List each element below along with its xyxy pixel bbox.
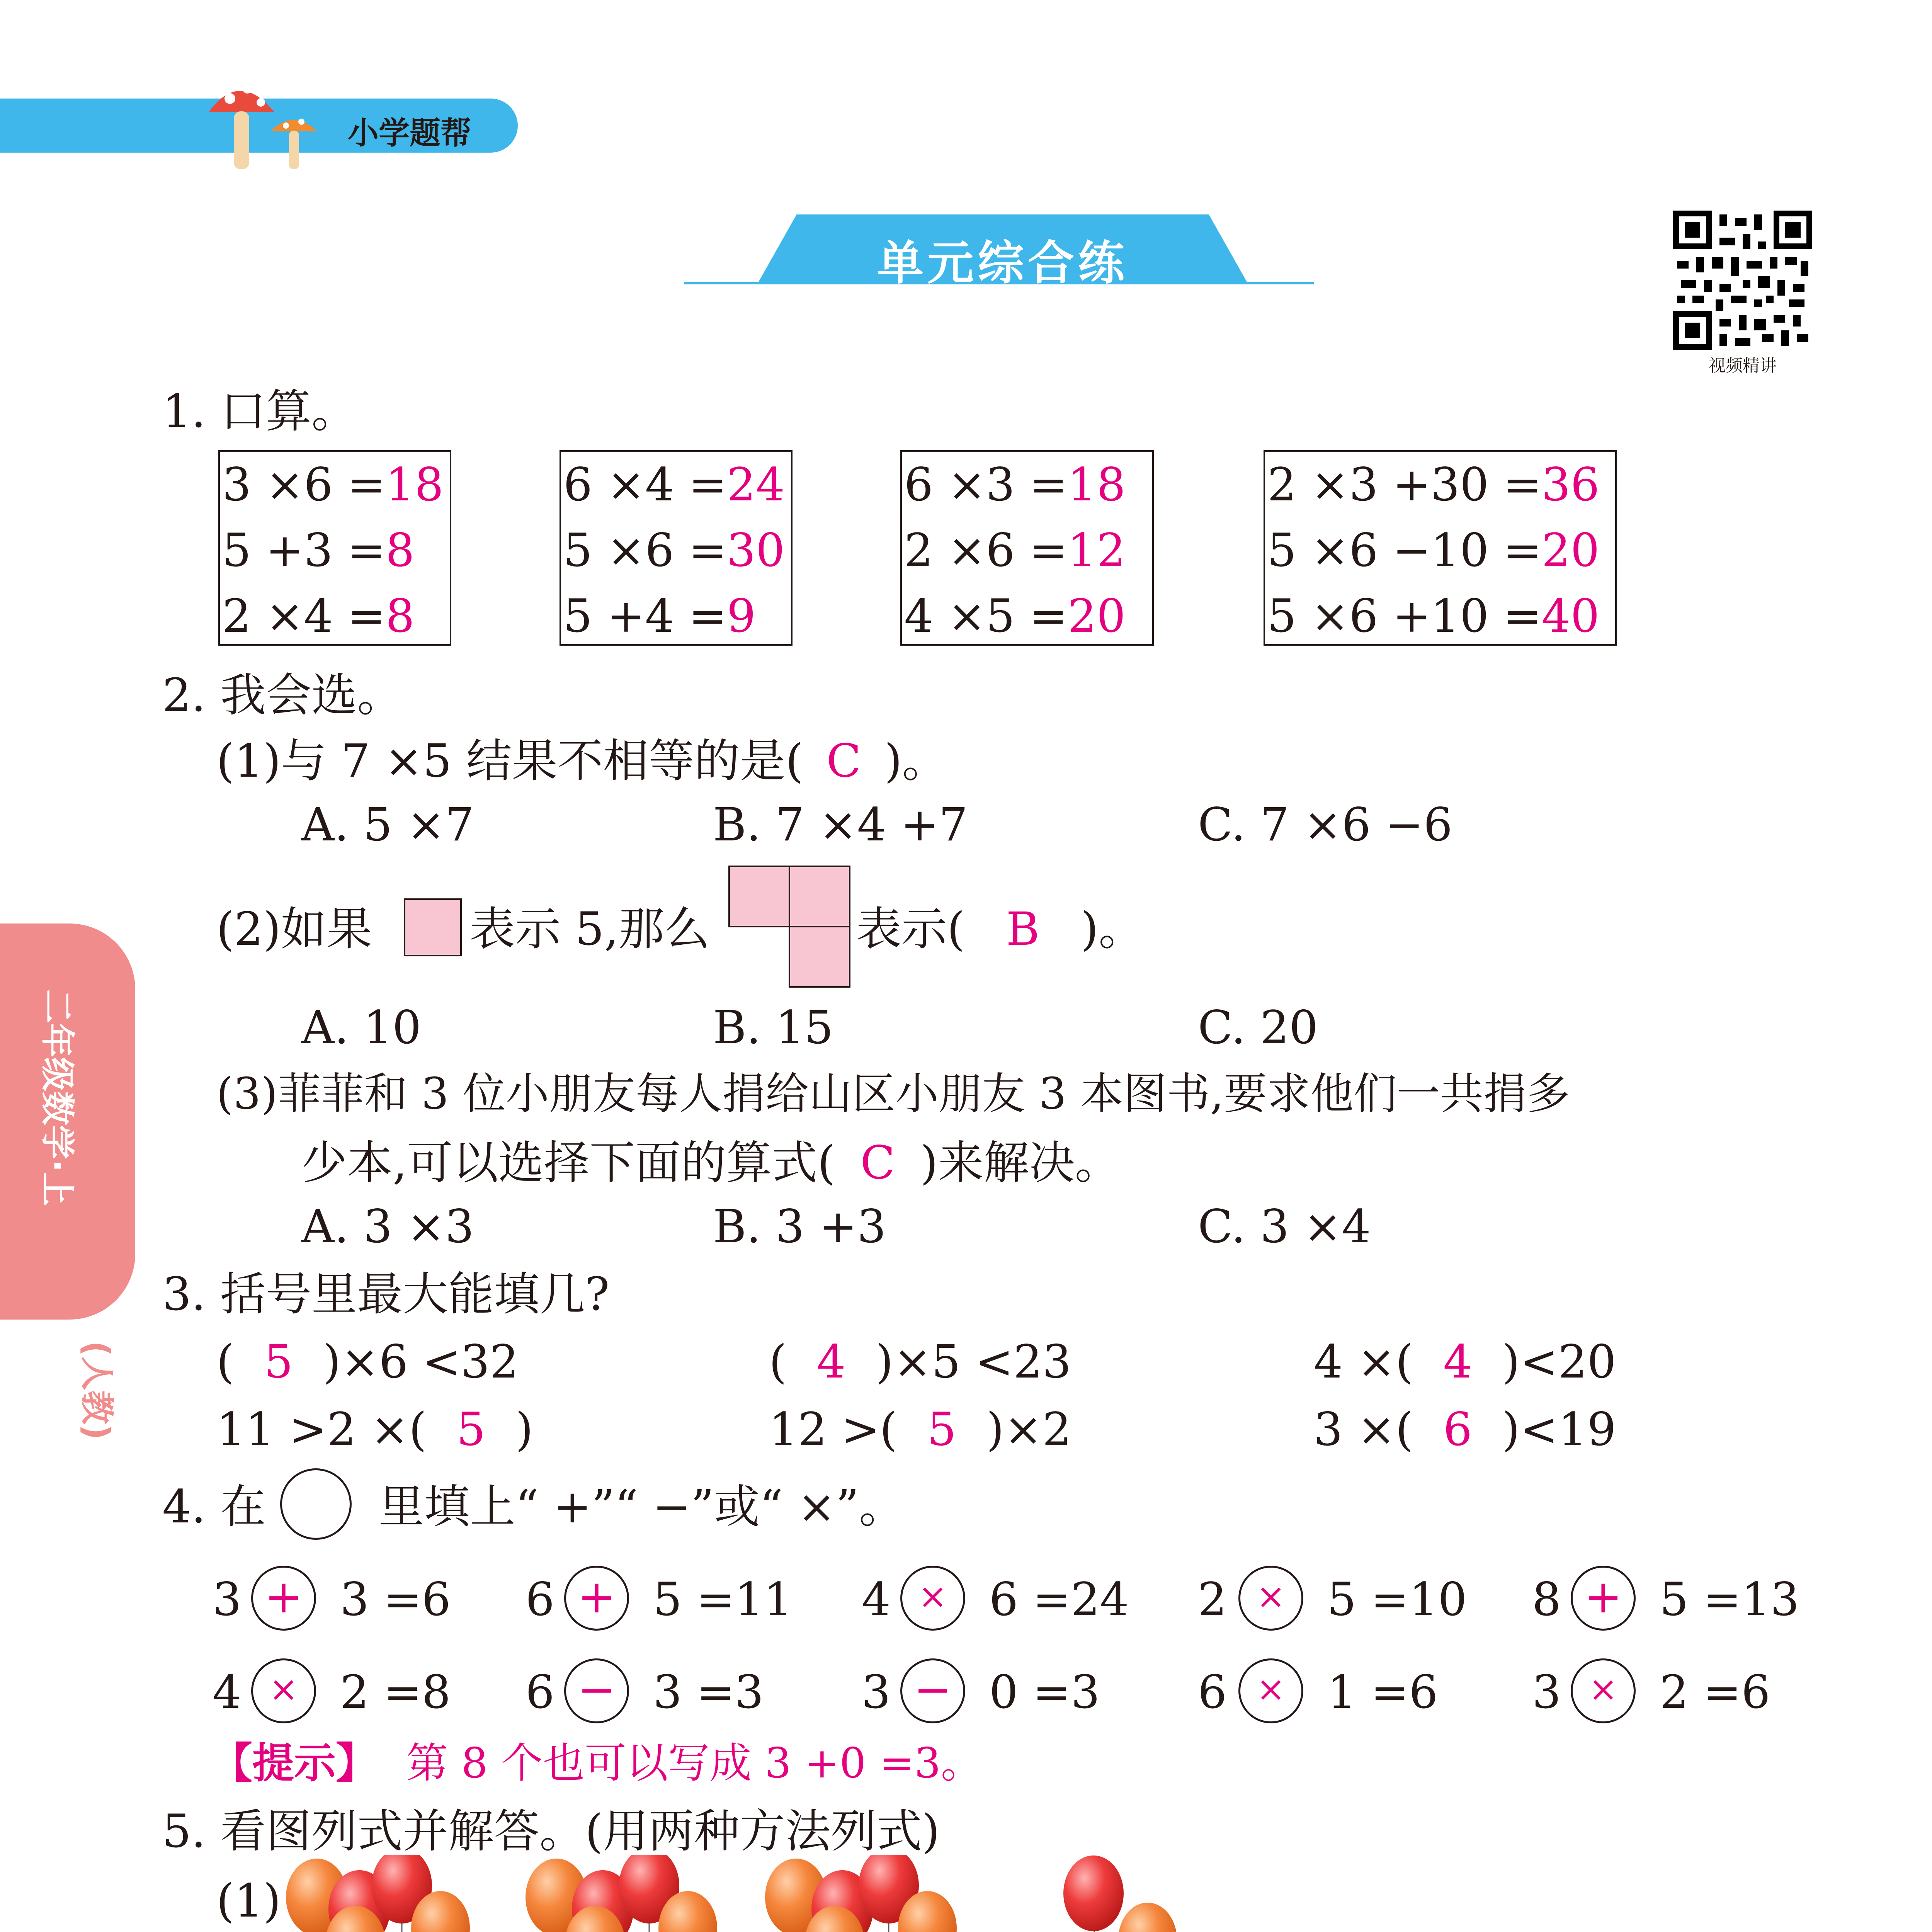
q2-p3-option: C. 3 ×4 — [1198, 1200, 1371, 1253]
q3-heading: 3. 括号里最大能填几? — [162, 1267, 610, 1321]
q1-line: 3 ×6 =18 — [222, 458, 444, 511]
q4-heading-pre: 4. 在 — [162, 1480, 266, 1533]
q1-line: 5 ×6 +10 =40 — [1267, 589, 1600, 643]
q4-num: 4 — [862, 1573, 891, 1626]
balloons-illustration — [286, 1855, 1182, 1932]
q1-line: 2 ×6 =12 — [904, 524, 1126, 577]
q4-rest: 5 =11 — [653, 1573, 793, 1626]
q2-p1-option: A. 5 ×7 — [301, 798, 474, 851]
q1-line: 5 +4 =9 — [563, 589, 756, 643]
q4-num: 3 — [1532, 1665, 1561, 1719]
page-title: 单元综合练 — [877, 236, 1128, 290]
empty-circle-icon — [280, 1468, 352, 1540]
q1-line: 6 ×4 =24 — [563, 458, 785, 511]
q4-rest: 6 =24 — [989, 1573, 1129, 1626]
q4-num: 6 — [1198, 1665, 1227, 1719]
mushroom-logo-icon — [193, 66, 340, 182]
q4-num: 3 — [213, 1573, 242, 1626]
side-tab-grade: 二年级数学·上 — [37, 989, 77, 1206]
q4-num: 3 — [862, 1665, 891, 1719]
op-circle: × — [1571, 1658, 1636, 1723]
q3-item: ( 4 )×5 <23 — [769, 1335, 1071, 1388]
q1-line: 6 ×3 =18 — [904, 458, 1126, 511]
op-circle: − — [900, 1658, 965, 1723]
q2-p3-line1: (3)菲菲和 3 位小朋友每人捐给山区小朋友 3 本图书,要求他们一共捐多 — [216, 1069, 1570, 1119]
three-square-shape — [728, 866, 852, 989]
q2-p2-mid: 表示 5,那么 — [469, 902, 710, 956]
op-circle: + — [1571, 1566, 1636, 1631]
q1-line: 2 ×4 =8 — [222, 589, 415, 643]
op-circle: × — [1238, 1658, 1303, 1723]
q2-p1: (1)与 7 ×5 结果不相等的是( C )。 — [216, 734, 948, 787]
q1-line: 5 +3 =8 — [222, 524, 415, 577]
qr-caption: 视频精讲 — [1709, 356, 1777, 376]
q4-heading-post: 里填上“ +”“ −”或“ ×”。 — [379, 1480, 905, 1533]
single-square-shape — [404, 898, 462, 956]
q2-p2-option: B. 15 — [713, 1001, 833, 1054]
op-circle: + — [251, 1566, 316, 1631]
side-tab-edition: (人教) — [77, 1341, 117, 1440]
q4-num: 4 — [213, 1665, 242, 1719]
q4-rest: 3 =6 — [340, 1573, 451, 1626]
q2-heading: 2. 我会选。 — [162, 668, 403, 722]
q1-line: 4 ×5 =20 — [904, 589, 1126, 643]
q5-p1-label: (1) — [216, 1874, 281, 1927]
q2-p1-option: B. 7 ×4 +7 — [713, 798, 968, 851]
op-circle: − — [564, 1658, 629, 1723]
q4-rest: 2 =6 — [1660, 1665, 1770, 1719]
op-circle: + — [564, 1566, 629, 1631]
q1-line: 5 ×6 −10 =20 — [1267, 524, 1600, 577]
q4-num: 6 — [526, 1665, 555, 1719]
q1-line: 5 ×6 =30 — [563, 524, 785, 577]
op-circle: × — [1238, 1566, 1303, 1631]
q4-num: 6 — [526, 1573, 555, 1626]
q3-item: 11 >2 ×( 5 ) — [216, 1403, 534, 1456]
q2-p1-option: C. 7 ×6 −6 — [1198, 798, 1453, 851]
q4-num: 8 — [1532, 1573, 1561, 1626]
q4-rest: 0 =3 — [989, 1665, 1100, 1719]
brand-name: 小学题帮 — [348, 115, 471, 151]
q4-rest: 5 =13 — [1660, 1573, 1799, 1626]
q3-item: 4 ×( 4 )<20 — [1314, 1335, 1616, 1388]
q2-p2-post: 表示( B )。 — [856, 902, 1145, 956]
op-circle: × — [900, 1566, 965, 1631]
q3-item: 3 ×( 6 )<19 — [1314, 1403, 1616, 1456]
q2-p3-option: B. 3 +3 — [713, 1200, 886, 1253]
q4-rest: 5 =10 — [1327, 1573, 1467, 1626]
q2-p2-option: C. 20 — [1198, 1001, 1318, 1054]
op-circle: × — [251, 1658, 316, 1723]
q4-rest: 3 =3 — [653, 1665, 764, 1719]
q2-p3-option: A. 3 ×3 — [301, 1200, 474, 1253]
q3-item: ( 5 )×6 <32 — [216, 1335, 519, 1388]
q2-p2-option: A. 10 — [301, 1001, 422, 1054]
q1-line: 2 ×3 +30 =36 — [1267, 458, 1600, 511]
qr-code[interactable] — [1673, 211, 1812, 350]
q4-num: 2 — [1198, 1573, 1227, 1626]
q2-p3-line2: 少本,可以选择下面的算式( C )来解决。 — [301, 1136, 1121, 1189]
q4-rest: 1 =6 — [1327, 1665, 1438, 1719]
q2-p2-pre: (2)如果 — [216, 902, 372, 956]
hint: 【提示】 第 8 个也可以写成 3 +0 =3。 — [211, 1739, 983, 1787]
q3-item: 12 >( 5 )×2 — [769, 1403, 1071, 1456]
q4-rest: 2 =8 — [340, 1665, 451, 1719]
q5-heading: 5. 看图列式并解答。(用两种方法列式) — [162, 1804, 940, 1858]
q1-heading: 1. 口算。 — [162, 384, 357, 438]
